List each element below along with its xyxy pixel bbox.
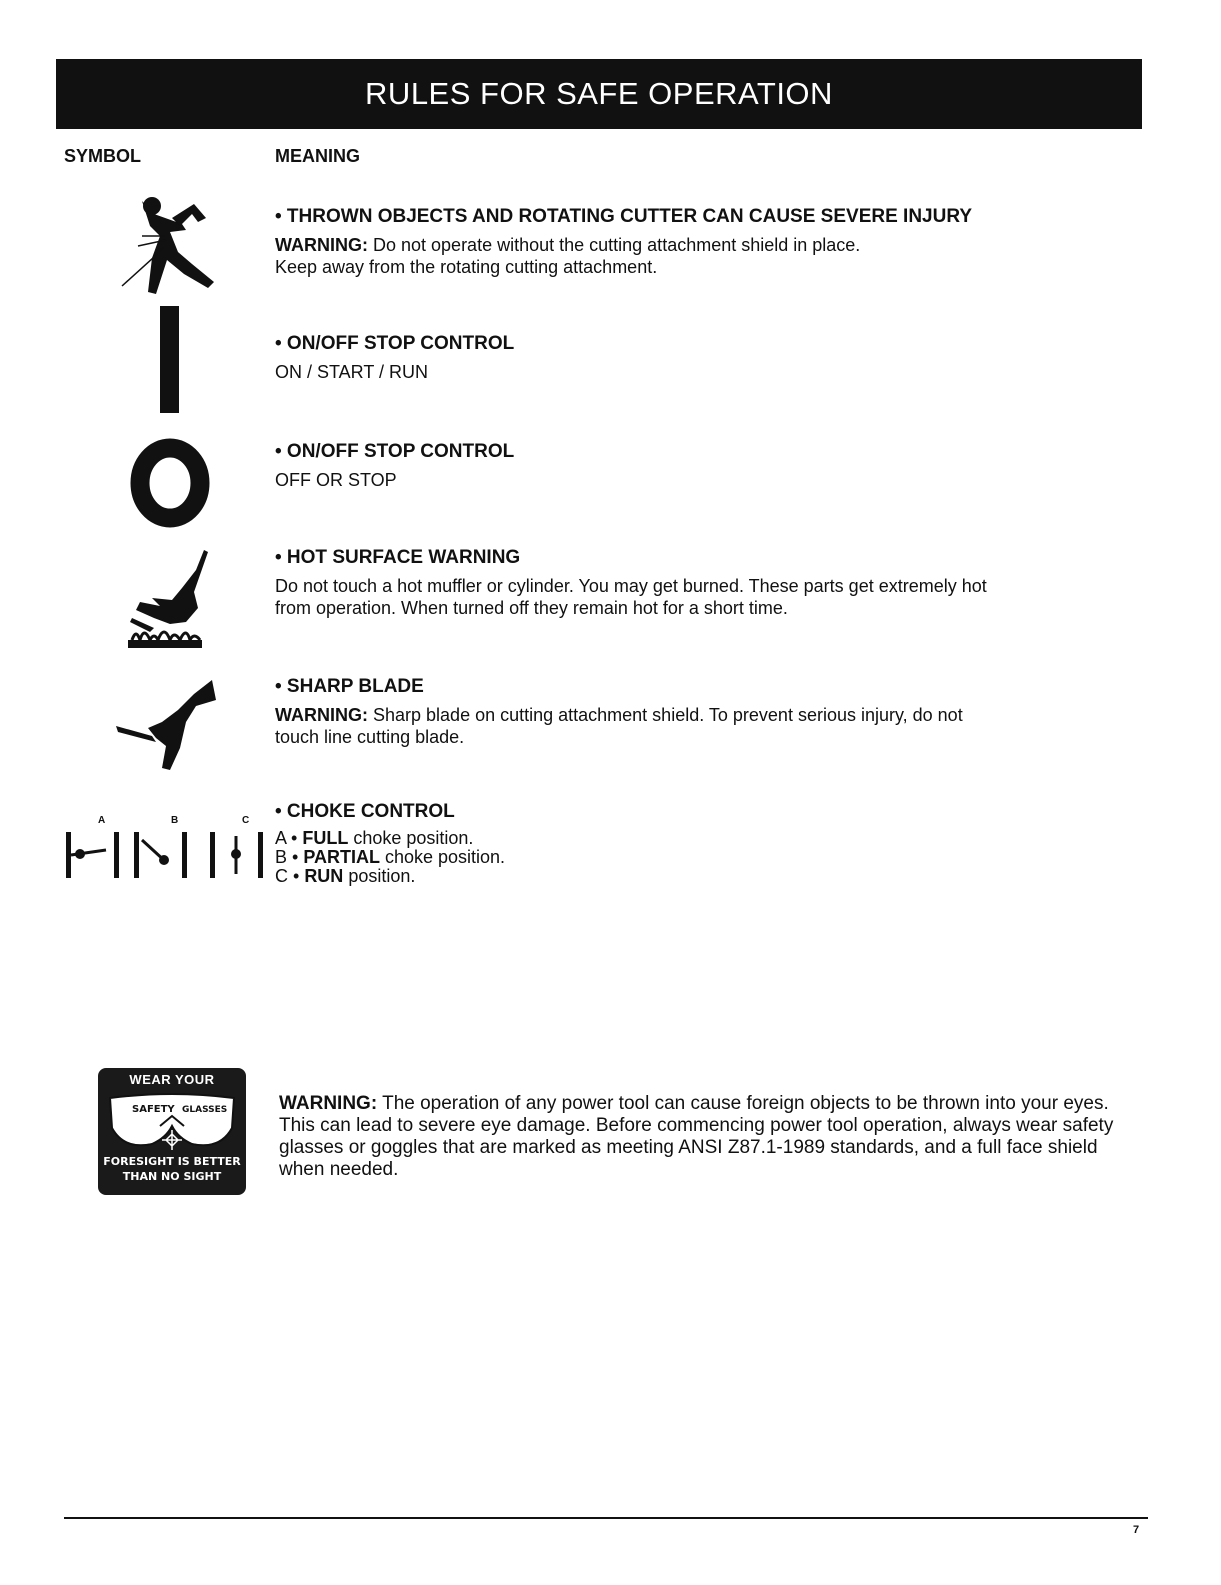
- badge-left-lens-text: SAFETY: [132, 1104, 175, 1115]
- choke-run-icon: [210, 832, 263, 878]
- choke-letter-a: A: [98, 815, 106, 826]
- choke-line-partial: B • PARTIAL choke position.: [275, 847, 506, 867]
- entry-text: Do not touch a hot muffler or cylinder. You may get burned. These parts get extremely hot: [275, 576, 987, 596]
- symbol-column-heading: SYMBOL: [64, 146, 142, 166]
- warning-label: WARNING:: [275, 705, 368, 725]
- entry-text: Do not operate without the cutting attachment shield in place.: [368, 235, 861, 255]
- off-symbol-icon: [130, 438, 210, 528]
- entry-text: OFF OR STOP: [275, 470, 397, 490]
- entry-text-2: from operation. When turned off they remain hot for a short time.: [275, 598, 788, 618]
- sharp-blade-icon: [112, 676, 222, 772]
- warning-label: WARNING:: [279, 1093, 378, 1114]
- hot-surface-entry: [275, 547, 1135, 619]
- choke-line-full: A • FULL choke position.: [275, 828, 474, 848]
- entry-heading: • SHARP BLADE: [275, 676, 424, 697]
- entry-heading: • ON/OFF STOP CONTROL: [275, 441, 515, 462]
- entry-heading: • CHOKE CONTROL: [275, 801, 455, 822]
- choke-full-icon: [66, 832, 119, 878]
- choke-partial-icon: [134, 832, 187, 878]
- footer-rule: [64, 1517, 1148, 1519]
- badge-right-lens-text: GLASSES: [182, 1105, 228, 1115]
- warning-text: The operation of any power tool can cause foreign objects to be thrown into your eyes. This can lead to severe eye damage. Before commencing power tool operation, always wear safety glasses or goggles that are marked as meeting ANSI Z87.1-1989 standards, and a full face shield when needed.: [279, 1093, 1114, 1180]
- page-header-banner: [56, 59, 1142, 129]
- page-title: RULES FOR SAFE OPERATION: [365, 76, 833, 111]
- on-symbol-icon: [160, 306, 179, 413]
- choke-letter-b: B: [171, 815, 179, 826]
- meaning-column-heading: MEANING: [275, 146, 360, 166]
- safety-glasses-badge: [98, 1068, 246, 1195]
- choke-position-icons: [66, 830, 266, 880]
- entry-text: Sharp blade on cutting attachment shield. To prevent serious injury, do not: [368, 705, 963, 725]
- badge-bottom-text-1: FORESIGHT IS BETTER: [103, 1155, 241, 1168]
- entry-text-2: Keep away from the rotating cutting attachment.: [275, 257, 658, 277]
- safety-glasses-icon: [106, 1090, 238, 1154]
- badge-bottom-text-2: THAN NO SIGHT: [122, 1170, 222, 1183]
- on-control-entry: [275, 333, 1135, 383]
- entry-text-2: touch line cutting blade.: [275, 727, 465, 747]
- badge-top-text: WEAR YOUR: [129, 1072, 215, 1087]
- page-number: 7: [1133, 1524, 1140, 1536]
- entry-heading: • THROWN OBJECTS AND ROTATING CUTTER CAN CAUSE SEVERE INJURY: [275, 206, 973, 227]
- entry-heading: • ON/OFF STOP CONTROL: [275, 333, 515, 354]
- choke-line-run: C • RUN position.: [275, 866, 416, 886]
- off-control-entry: [275, 441, 1135, 491]
- eye-protection-warning: [279, 1093, 1139, 1181]
- thrown-objects-entry: [275, 206, 1135, 278]
- choke-letter-c: C: [242, 815, 250, 826]
- hot-surface-icon: [124, 548, 214, 650]
- thrown-objects-icon: [112, 196, 227, 300]
- choke-control-entry: [275, 801, 1135, 886]
- entry-heading: • HOT SURFACE WARNING: [275, 547, 521, 568]
- sharp-blade-entry: [275, 676, 1135, 748]
- entry-text: ON / START / RUN: [275, 362, 429, 382]
- warning-label: WARNING:: [275, 235, 368, 255]
